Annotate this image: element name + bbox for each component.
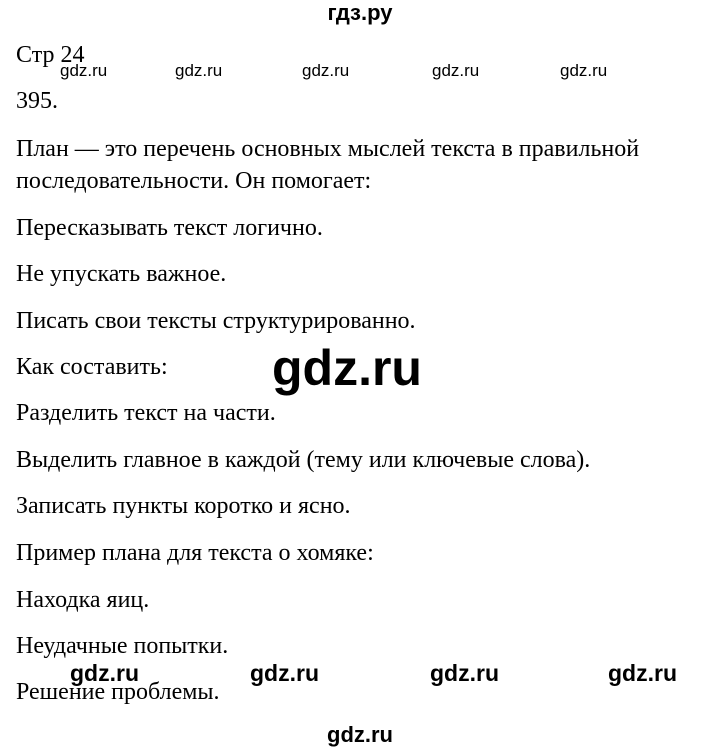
help-item-1: Пересказывать текст логично. (16, 215, 323, 241)
step-item-3: Записать пункты коротко и ясно. (16, 493, 351, 519)
how-label: Как составить: (16, 354, 168, 380)
watermark-top-3: gdz.ru (302, 61, 350, 80)
step-item-1: Разделить текст на части. (16, 400, 276, 426)
page-reference: Стр 24 (16, 42, 85, 68)
plan-item-1: Находка яиц. (16, 587, 150, 613)
watermark-top-5: gdz.ru (560, 61, 608, 80)
watermark-center: gdz.ru (272, 340, 422, 396)
help-item-3: Писать свои тексты структурированно. (16, 308, 416, 334)
watermark-bottom-1: gdz.ru (70, 660, 139, 686)
plan-item-2: Неудачные попытки. (16, 633, 229, 659)
site-header: гдз.ру (327, 0, 393, 25)
watermark-top-1: gdz.ru (60, 61, 108, 80)
watermark-bottom-2: gdz.ru (250, 660, 319, 686)
step-item-2: Выделить главное в каждой (тему или ключевые слова). (16, 447, 591, 473)
exercise-number: 395. (16, 88, 58, 114)
example-label: Пример плана для текста о хомяке: (16, 540, 374, 566)
watermark-bottom-4: gdz.ru (608, 660, 677, 686)
intro-line-1: План — это перечень основных мыслей текста в правильной (16, 136, 640, 162)
help-item-2: Не упускать важное. (16, 261, 227, 287)
site-footer: gdz.ru (327, 722, 393, 747)
watermark-top-2: gdz.ru (175, 61, 223, 80)
intro-line-2: последовательности. Он помогает: (16, 168, 372, 194)
watermark-top-4: gdz.ru (432, 61, 480, 80)
watermark-bottom-3: gdz.ru (430, 660, 499, 686)
plan-item-3: Решение проблемы. (16, 679, 220, 705)
